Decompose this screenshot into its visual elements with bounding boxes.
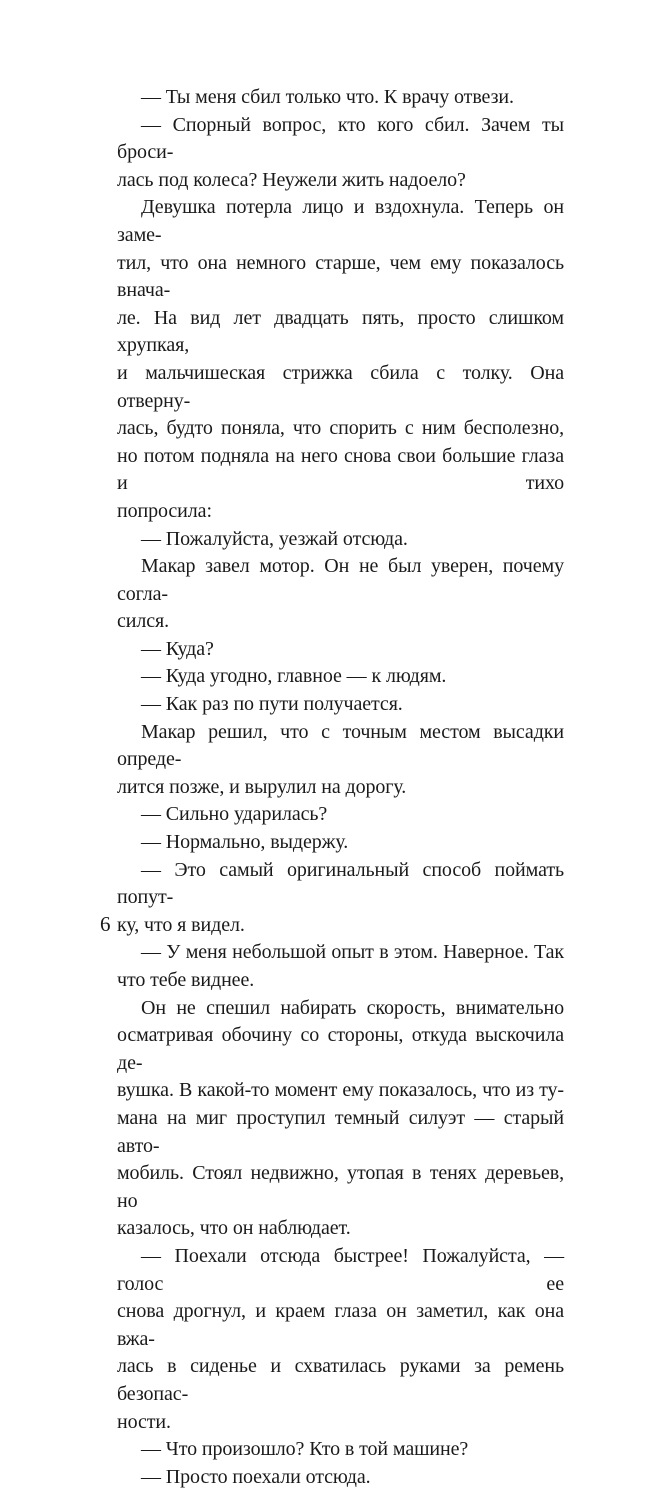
paragraph bbox=[117, 553, 564, 636]
text-line: — Как раз по пути получается. bbox=[141, 693, 403, 716]
text-line: попросила: bbox=[117, 499, 212, 522]
text-line: — Пожалуйста, уезжай отсюда. bbox=[141, 527, 408, 550]
paragraph bbox=[117, 636, 564, 664]
paragraph bbox=[117, 829, 564, 857]
text-line: — Куда угодно, главное — к людям. bbox=[141, 665, 447, 688]
text-line: снова дрогнул, и краем глаза он заметил, как она вжа- bbox=[117, 1300, 564, 1350]
text-line: Макар завел мотор. Он не был уверен, почему согла- bbox=[117, 555, 564, 605]
text-line: осматривая обочину со стороны, откуда выскочила де- bbox=[117, 1024, 564, 1074]
text-line: казалось, что он наблюдает. bbox=[117, 1217, 351, 1240]
text-line: ле. На вид лет двадцать пять, просто слишком хрупкая, bbox=[117, 306, 564, 357]
paragraph bbox=[117, 719, 564, 802]
text-line: — У меня небольшой опыт в этом. Наверное. Так bbox=[141, 941, 564, 964]
text-line: мобиль. Стоял недвижно, утопая в тенях деревьев, но bbox=[117, 1162, 564, 1212]
text-line: лась под колеса? Неужели жить надоело? bbox=[117, 168, 466, 191]
text-line: и мальчишеская стрижка сбила с толку. Она отверну- bbox=[117, 361, 564, 412]
text-line: — Спорный вопрос, кто кого сбил. Зачем ты броси- bbox=[117, 113, 564, 164]
paragraph bbox=[117, 194, 564, 525]
text-line: Макар решил, что с точным местом высадки опреде- bbox=[117, 720, 564, 771]
paragraph bbox=[117, 939, 564, 994]
text-line: мана на миг проступил темный силуэт — старый авто- bbox=[117, 1106, 564, 1157]
paragraph bbox=[117, 1436, 564, 1464]
text-line: — Просто поехали отсюда. bbox=[141, 1465, 371, 1488]
text-line: — Это самый оригинальный способ поймать попут- bbox=[117, 858, 564, 909]
text-line: лится позже, и вырулил на дорогу. bbox=[117, 775, 407, 798]
paragraph bbox=[117, 84, 564, 112]
text-line: лась в сиденье и схватилась руками за ремень безопас- bbox=[117, 1355, 564, 1405]
paragraph bbox=[117, 801, 564, 829]
paragraph bbox=[117, 691, 564, 719]
text-line: — Что произошло? Кто в той машине? bbox=[141, 1438, 469, 1461]
text-line: тил, что она немного старше, чем ему показалось внача- bbox=[117, 251, 564, 302]
paragraph bbox=[117, 857, 564, 940]
text-line: вушка. В какой-то момент ему показалось, что из ту- bbox=[117, 1079, 564, 1102]
text-line: — Сильно ударилась? bbox=[141, 803, 328, 826]
text-line: лась, будто поняла, что спорить с ним бесполезно, bbox=[117, 417, 564, 440]
paragraph bbox=[117, 995, 564, 1243]
text-line: Девушка потерла лицо и вздохнула. Теперь он заме- bbox=[117, 196, 564, 246]
paragraph bbox=[117, 526, 564, 554]
text-line: Он не спешил набирать скорость, внимательно bbox=[141, 996, 564, 1019]
text-line: — Поехали отсюда быстрее! Пожалуйста, — голос ее bbox=[117, 1244, 564, 1295]
paragraph bbox=[117, 112, 564, 195]
paragraph bbox=[117, 663, 564, 691]
text-line: — Куда? bbox=[141, 637, 214, 660]
body-text bbox=[117, 84, 564, 1491]
paragraph bbox=[117, 1243, 564, 1436]
paragraph bbox=[117, 1464, 564, 1491]
text-line: ку, что я видел. bbox=[117, 913, 245, 936]
text-line: ности. bbox=[117, 1410, 171, 1433]
text-line: но потом подняла на него снова свои большие глаза и тихо bbox=[117, 444, 564, 495]
text-line: что тебе виднее. bbox=[117, 969, 255, 991]
text-line: — Нормально, выдержу. bbox=[141, 831, 349, 854]
page-number: 6 bbox=[100, 912, 111, 936]
text-line: — Ты меня сбил только что. К врачу отвези. bbox=[141, 86, 514, 108]
text-line: сился. bbox=[117, 610, 170, 633]
